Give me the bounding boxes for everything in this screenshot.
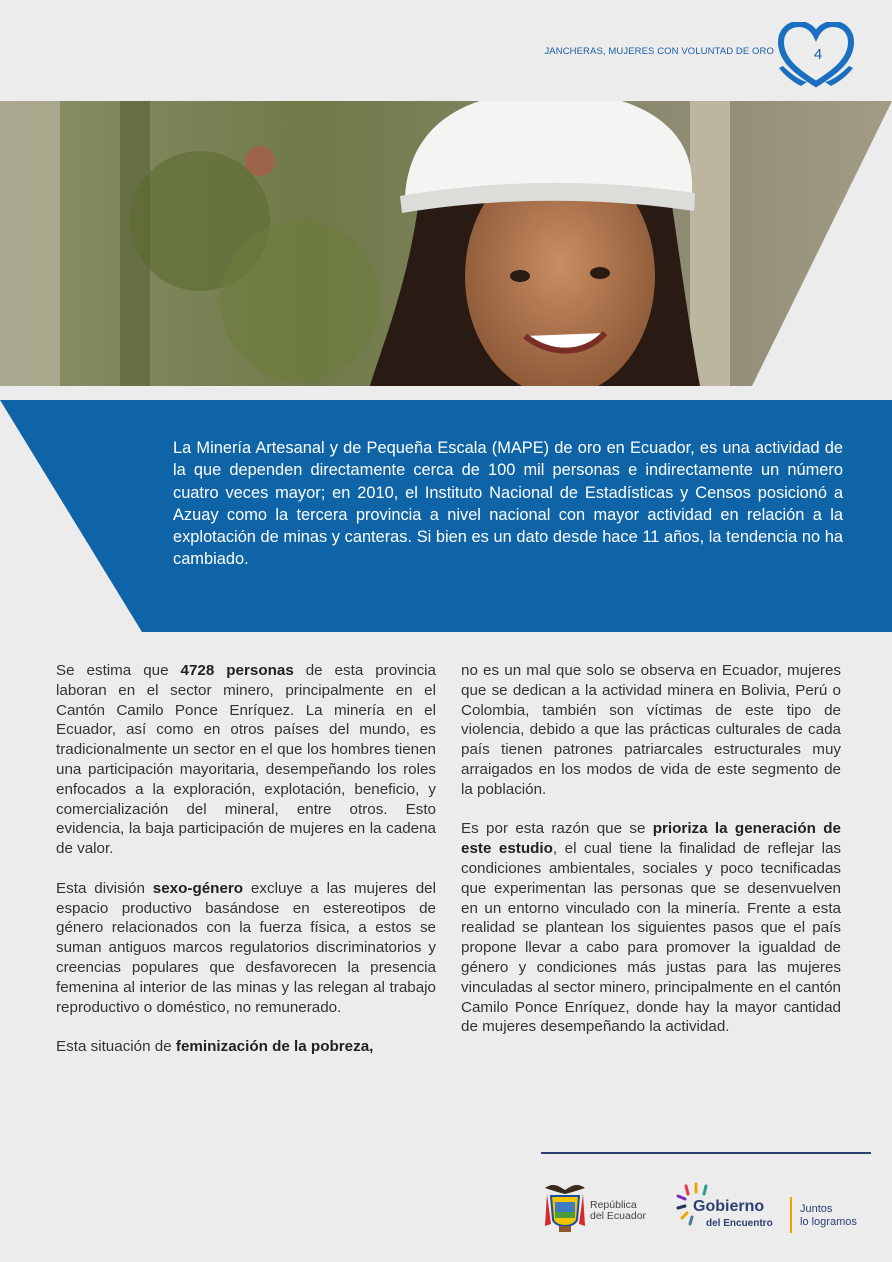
footer-logo-divider bbox=[790, 1197, 792, 1233]
header-title: JANCHERAS, MUJERES CON VOLUNTAD DE ORO bbox=[544, 46, 774, 57]
encuentro-wordmark: del Encuentro bbox=[706, 1218, 773, 1229]
ecuador-crest-icon bbox=[541, 1180, 589, 1236]
intro-text: La Minería Artesanal y de Pequeña Escala (MAPE) de oro en Ecuador, es una actividad de la que dependen directamente cerca de 100 mil personas e indirectamente un número cuatro veces mayor; en 2010, el Instituto Nacional de Estadísticas y Censos posicionó a Azuay como la tercera provincia a nivel nacional con mayor actividad en relación a la explotación de minas y canteras. Si bien es un dato desde hace 11 años, la tendencia no ha cambiado. bbox=[173, 439, 843, 569]
left-paragraph-3: Esta situación de feminización de la pobreza, bbox=[56, 1038, 374, 1056]
page-number: 4 bbox=[813, 46, 823, 63]
footer-divider bbox=[541, 1152, 871, 1154]
left-column bbox=[56, 661, 436, 1057]
juntos-tagline: Juntos lo logramos bbox=[800, 1203, 857, 1228]
right-column bbox=[461, 661, 841, 1057]
hero-photo bbox=[0, 101, 892, 386]
right-paragraph-2: Es por esta razón que se prioriza la generación de este estudio, el cual tiene la finalidad de reflejar las condiciones ambientales, sociales y poco tecnificadas que experimentan las personas que se desenvuelven en un entorno vinculado con la minería. Frente a esta realidad se plantean los siguientes pasos que el país propone llevar a cabo para promover la igualdad de género y condiciones más justas para las mujeres vinculadas al sector minero, principalmente en el cantón Camilo Ponce Enríquez, donde hay la mayor cantidad de mujeres desempeñando la actividad. bbox=[461, 820, 842, 1036]
republica-del-ecuador: República del Ecuador bbox=[590, 1199, 647, 1222]
gobierno-wordmark: Gobierno bbox=[693, 1198, 765, 1215]
left-paragraph-2: Esta división sexo-género excluye a las mujeres del espacio productivo basándose en estereotipos de género relacionados con la fuerza física, a estos se suman antiguos marcos regulatorios discriminatorios y creencias populares que desfavorecen la presencia femenina al interior de las minas y las relegan al trabajo reproductivo o doméstico, no remunerado. bbox=[56, 879, 436, 1016]
left-paragraph-1: Se estima que 4728 personas de esta provincia laboran en el sector minero, principalmente en el Cantón Camilo Ponce Enríquez. La minería en el Ecuador, así como en otros países del mundo, es tradicionalmente un sector en el que los hombres tienen una participación mayoritaria, desempeñando los roles enfocados a la exploración, explotación, beneficio, y comercialización del mineral, entre otros. Esto evidencia, la baja participación de mujeres en la cadena de valor. bbox=[56, 662, 436, 858]
right-paragraph-1: no es un mal que solo se observa en Ecuador, mujeres que se dedican a la actividad minera en Bolivia, Perú o Colombia, también son víctimas de este tipo de violencia, debido a que las prácticas culturales de cada país tienen patrones patriarcales estructurales muy arraigados en los modos de vida de este segmento de la población. bbox=[461, 662, 841, 798]
